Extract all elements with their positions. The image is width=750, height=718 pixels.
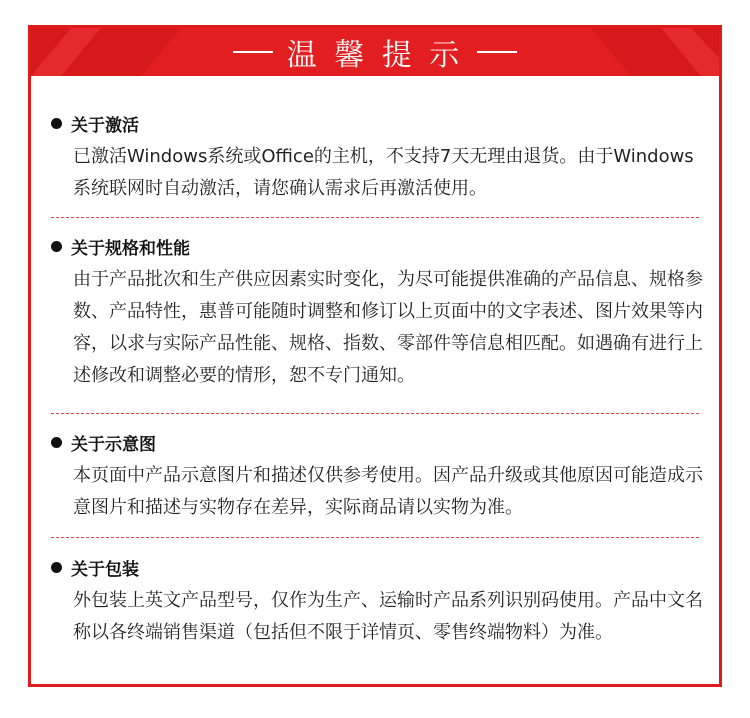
bullet-icon <box>51 241 62 252</box>
section-heading <box>51 555 139 579</box>
bullet-icon <box>51 118 62 129</box>
title-text: 温 馨 提 示 <box>286 38 464 73</box>
section-body: 由于产品批次和生产供应因素实时变化，为尽可能提供准确的产品信息、规格参数、产品特性，惠普可能随时调整和修订以上页面中的文字表述、图片效果等内容，以求与实际产品性能、规格、指数、零部件等信息相匹配。如遇确有进行上述修改和调整必要的情形，恕不专门通知。 <box>73 269 703 386</box>
section-heading <box>51 234 190 258</box>
section-heading-text: 关于激活 <box>71 115 139 136</box>
section-body: 已激活Windows系统或Office的主机，不支持7天无理由退货。由于Windows系统联网时自动激活，请您确认需求后再激活使用。 <box>73 146 694 199</box>
title-right-dash <box>477 51 517 53</box>
notice-header <box>31 28 719 76</box>
dashed-divider <box>51 217 699 218</box>
section-heading <box>51 430 156 454</box>
notice-title <box>31 28 719 76</box>
section-heading <box>51 111 139 135</box>
dashed-divider <box>51 413 699 414</box>
section-body: 本页面中产品示意图片和描述仅供参考使用。因产品升级或其他原因可能造成示意图片和描述与实物存在差异，实际商品请以实物为准。 <box>73 465 703 518</box>
bullet-icon <box>51 562 62 573</box>
section-heading-text: 关于包装 <box>71 559 139 580</box>
section-heading-text: 关于示意图 <box>71 434 156 455</box>
dashed-divider <box>51 537 699 538</box>
title-left-dash <box>233 51 273 53</box>
notice-card <box>28 25 722 687</box>
bullet-icon <box>51 437 62 448</box>
section-body: 外包装上英文产品型号，仅作为生产、运输时产品系列识别码使用。产品中文名称以各终端销售渠道（包括但不限于详情页、零售终端物料）为准。 <box>73 590 703 643</box>
section-heading-text: 关于规格和性能 <box>71 238 190 259</box>
